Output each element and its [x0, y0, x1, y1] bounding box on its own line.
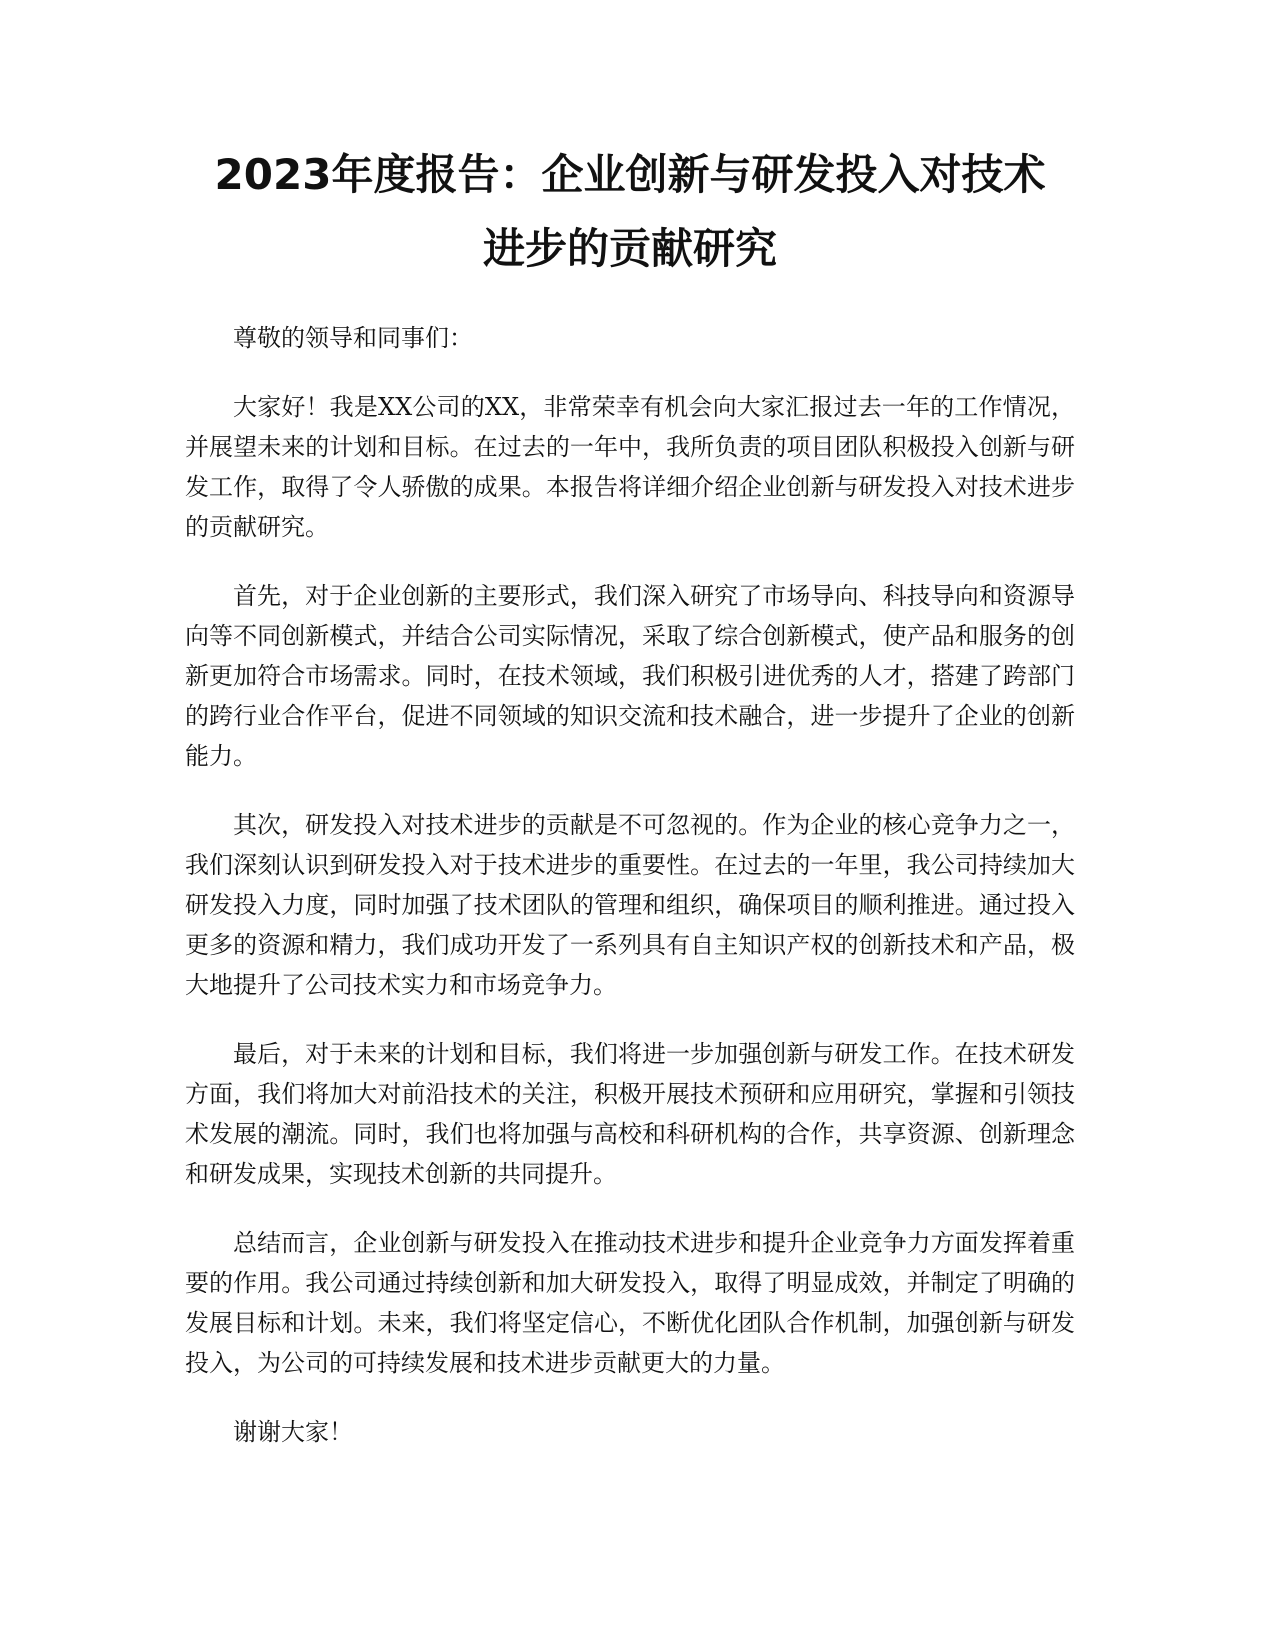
greeting: 尊敬的领导和同事们： — [233, 324, 473, 352]
closing: 谢谢大家！ — [233, 1418, 353, 1446]
paragraph-summary: 总结而言，企业创新与研发投入在推动技术进步和提升企业竞争力方面发挥着重要的作用。我公司通过持续创新和加大研发投入，取得了明显成效，并制定了明确的发展目标和计划。未来，我们将坚定信心，不断优化团队合作机制，加强创新与研发投入，为公司的可持续发展和技术进步贡献更大的力量。 — [185, 1229, 1075, 1377]
paragraph-future-plans: 最后，对于未来的计划和目标，我们将进一步加强创新与研发工作。在技术研发方面，我们将加大对前沿技术的关注，积极开展技术预研和应用研究，掌握和引领技术发展的潮流。同时，我们也将加强与高校和科研机构的合作，共享资源、创新理念和研发成果，实现技术创新的共同提升。 — [185, 1040, 1075, 1188]
title-line-1: 2023年度报告：企业创新与研发投入对技术 — [214, 150, 1046, 199]
paragraph-rd-contribution: 其次，研发投入对技术进步的贡献是不可忽视的。作为企业的核心竞争力之一，我们深刻认识到研发投入对于技术进步的重要性。在过去的一年里，我公司持续加大研发投入力度，同时加强了技术团队的管理和组织，确保项目的顺利推进。通过投入更多的资源和精力，我们成功开发了一系列具有自主知识产权的创新技术和产品，极大地提升了公司技术实力和市场竞争力。 — [185, 811, 1075, 999]
paragraph-intro: 大家好！我是XX公司的XX，非常荣幸有机会向大家汇报过去一年的工作情况，并展望未来的计划和目标。在过去的一年中，我所负责的项目团队积极投入创新与研发工作，取得了令人骄傲的成果。本报告将详细介绍企业创新与研发投入对技术进步的贡献研究。 — [185, 393, 1075, 541]
document-body — [185, 318, 1075, 1481]
document-title — [180, 138, 1080, 286]
title-line-2: 进步的贡献研究 — [482, 224, 777, 273]
paragraph-innovation-forms: 首先，对于企业创新的主要形式，我们深入研究了市场导向、科技导向和资源导向等不同创新模式，并结合公司实际情况，采取了综合创新模式，使产品和服务的创新更加符合市场需求。同时，在技术领域，我们积极引进优秀的人才，搭建了跨部门的跨行业合作平台，促进不同领域的知识交流和技术融合，进一步提升了企业的创新能力。 — [185, 582, 1075, 770]
